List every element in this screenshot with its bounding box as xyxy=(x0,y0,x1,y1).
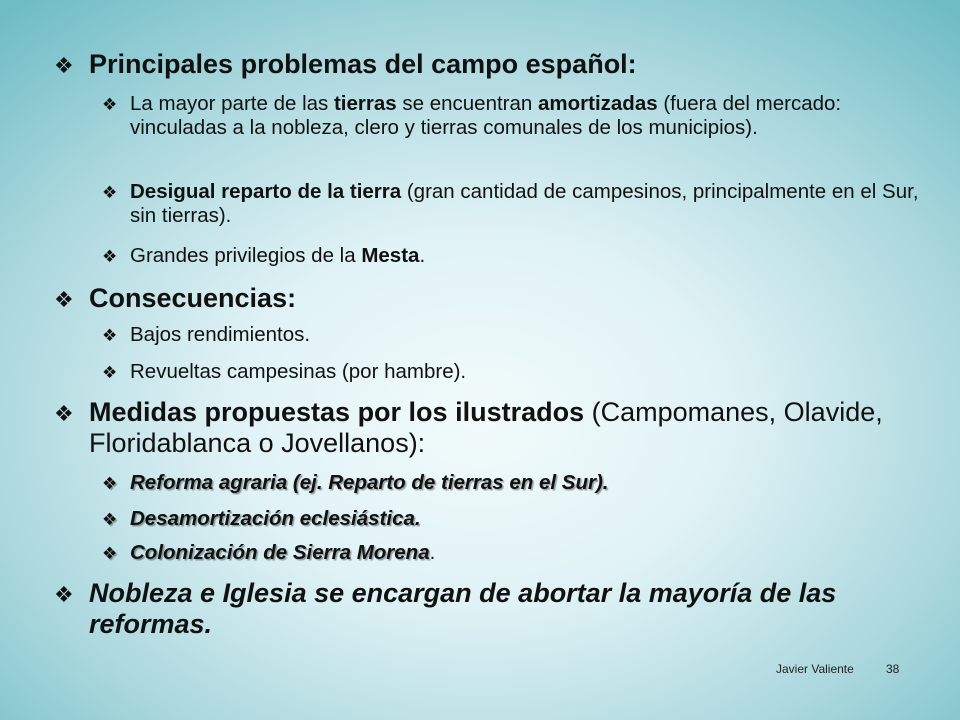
diamond-bullet-icon: ❖ xyxy=(102,510,118,530)
slide-number: 38 xyxy=(886,662,900,676)
bullet-unequal-distribution: ❖ Desigual reparto de la tierra (gran cantidad de campesinos, principalmente en el Sur, sin tierras). xyxy=(102,180,919,227)
bullet-agrarian-reform: ❖ Reforma agraria (ej. Reparto de tierras en el Sur). xyxy=(102,471,609,494)
diamond-bullet-icon: ❖ xyxy=(102,474,118,494)
bullet-low-yields: ❖ Bajos rendimientos. xyxy=(102,323,311,346)
diamond-bullet-icon: ❖ xyxy=(102,183,118,203)
diamond-bullet-icon: ❖ xyxy=(102,363,118,383)
section-heading-measures: ❖ Medidas propuestas por los ilustrados (Campomanes, Olavide, Floridablanca o Jovellanos): xyxy=(54,397,883,458)
section-heading-problems xyxy=(54,49,934,80)
bullet-amortized-lands: ❖ La mayor parte de las tierras se encuentran amortizadas (fuera del mercado: vinculadas a la nobleza, clero y tierras comunales de los municipios). xyxy=(102,92,842,139)
section-heading-nobility-church: ❖ Nobleza e Iglesia se encargan de abortar la mayoría de las reformas. xyxy=(54,578,837,639)
heading-text: Consecuencias: xyxy=(89,283,297,313)
bullet-ecclesiastical-confiscation: ❖ Desamortización eclesiástica. xyxy=(102,507,421,530)
diamond-bullet-icon: ❖ xyxy=(102,544,118,564)
bullet-sierra-morena: ❖ Colonización de Sierra Morena. xyxy=(102,541,436,564)
footer-author: Javier Valiente xyxy=(776,662,854,676)
section-heading-consequences xyxy=(54,283,934,314)
diamond-bullet-icon: ❖ xyxy=(54,402,74,427)
diamond-bullet-icon: ❖ xyxy=(54,583,74,608)
diamond-bullet-icon: ❖ xyxy=(54,288,74,313)
diamond-bullet-icon: ❖ xyxy=(102,95,118,115)
diamond-bullet-icon: ❖ xyxy=(54,54,74,79)
heading-text: Principales problemas del campo español: xyxy=(89,49,637,79)
bullet-mesta-privileges: ❖ Grandes privilegios de la Mesta. xyxy=(102,244,426,267)
diamond-bullet-icon: ❖ xyxy=(102,326,118,346)
bullet-peasant-revolts: ❖ Revueltas campesinas (por hambre). xyxy=(102,360,467,383)
diamond-bullet-icon: ❖ xyxy=(102,247,118,267)
